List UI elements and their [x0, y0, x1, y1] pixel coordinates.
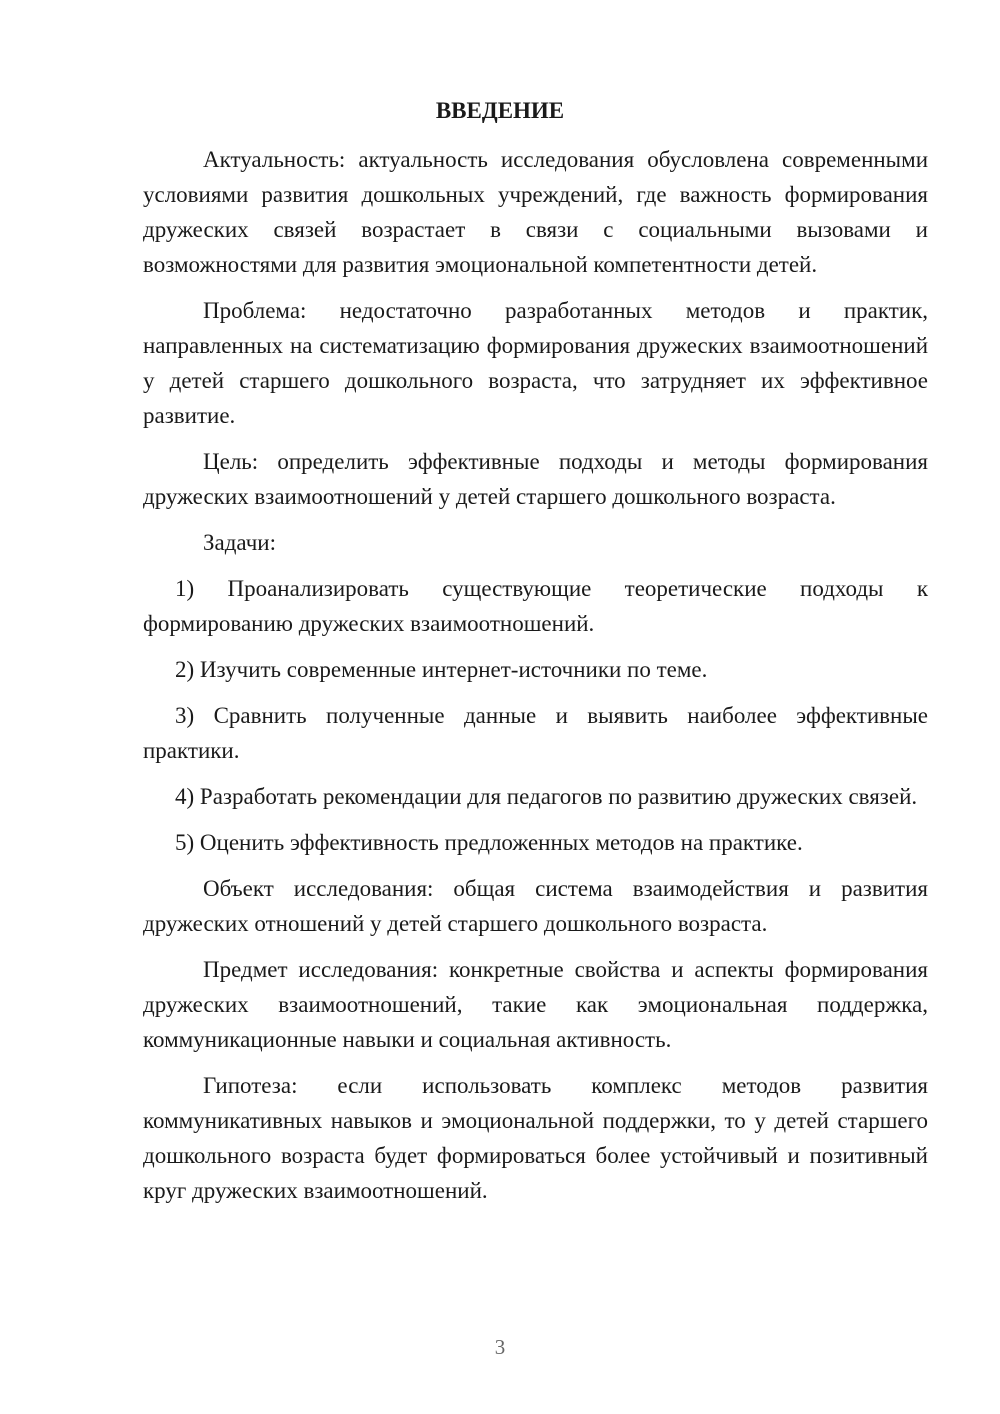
task-item-2: 2) Изучить современные интернет-источники по теме.	[175, 657, 708, 682]
paragraph-subject: Предмет исследования: конкретные свойства и аспекты формирования дружеских взаимоотношений, такие как эмоциональная поддержка, коммуникационные навыки и социальная активность.	[143, 957, 928, 1052]
paragraph-tasks-label: Задачи:	[203, 530, 276, 555]
task-item-4: 4) Разработать рекомендации для педагогов по развитию дружеских связей.	[175, 784, 918, 809]
paragraph-hypothesis: Гипотеза: если использовать комплекс методов развития коммуникативных навыков и эмоциональной поддержки, то у детей старшего дошкольного возраста будет формироваться более устойчивый и позитивный круг дружеских взаимоотношений.	[143, 1073, 928, 1203]
paragraph-relevance: Актуальность: актуальность исследования обусловлена современными условиями развития дошкольных учреждений, где важность формирования дружеских связей возрастает в связи с социальными вызовами и возможностями для развития эмоциональной компетентности детей.	[143, 147, 928, 277]
paragraph-goal: Цель: определить эффективные подходы и методы формирования дружеских взаимоотношений у детей старшего дошкольного возраста.	[143, 449, 928, 509]
paragraph-problem: Проблема: недостаточно разработанных методов и практик, направленных на систематизацию формирования дружеских взаимоотношений у детей старшего дошкольного возраста, что затрудняет их эффективное развитие.	[143, 298, 928, 428]
page-number: 3	[494, 1335, 506, 1359]
paragraph-object: Объект исследования: общая система взаимодействия и развития дружеских отношений у детей старшего дошкольного возраста.	[143, 876, 928, 936]
body-text	[143, 142, 928, 1219]
task-item-3: 3) Сравнить полученные данные и выявить наиболее эффективные практики.	[143, 703, 928, 763]
task-item-1: 1) Проанализировать существующие теоретические подходы к формированию дружеских взаимоотношений.	[143, 576, 928, 636]
section-heading: ВВЕДЕНИЕ	[435, 98, 565, 123]
task-item-5: 5) Оценить эффективность предложенных методов на практике.	[175, 830, 803, 855]
